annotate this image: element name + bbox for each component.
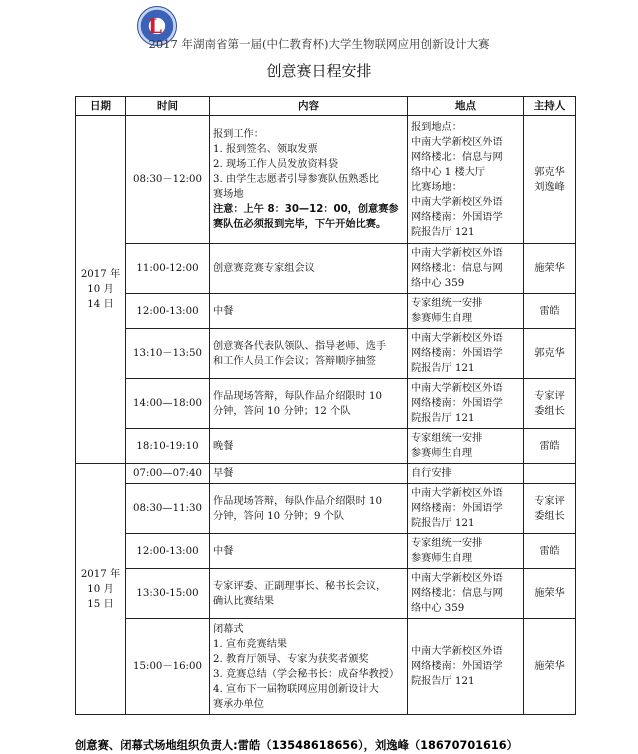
page-title: 创意赛日程安排 — [266, 62, 372, 80]
place-line: 参赛师生自理 — [411, 553, 473, 564]
place-line: 自行安排 — [411, 468, 452, 479]
content-cell — [210, 429, 408, 464]
place-line: 参赛师生自理 — [411, 448, 473, 459]
host-line: 专家评 — [534, 390, 565, 402]
place-line: 网络楼南：外国语学 — [411, 211, 503, 223]
host-cell — [524, 534, 576, 569]
place-line: 网络楼北：信息与网 — [411, 263, 503, 274]
place-line: 院报告厅 121 — [411, 413, 475, 424]
place-cell — [408, 429, 524, 464]
host-cell — [524, 329, 576, 379]
place-line: 报到地点： — [411, 121, 462, 133]
content-cell — [210, 619, 408, 715]
table-row — [76, 484, 576, 534]
date-line: 10 月 — [87, 583, 114, 595]
place-cell — [408, 294, 524, 329]
place-line: 中南大学新校区外语 — [411, 488, 503, 499]
time-cell: 12:00-13:00 — [126, 294, 210, 329]
column-header-time: 时间 — [126, 97, 210, 116]
table-row — [76, 534, 576, 569]
table-row — [76, 329, 576, 379]
date-line: 14 日 — [87, 299, 114, 310]
place-line: 院报告厅 121 — [411, 363, 475, 374]
column-header-host: 主持人 — [524, 97, 576, 116]
place-cell — [408, 116, 524, 244]
date-line: 15 日 — [87, 598, 114, 610]
place-line: 络中心 1 楼大厅 — [411, 166, 486, 178]
host-cell — [524, 464, 576, 484]
content-line: 确认比赛结果 — [213, 595, 275, 607]
host-line: 施荣华 — [534, 588, 565, 599]
place-line: 网络楼南：外国语学 — [411, 661, 503, 672]
table-row — [76, 429, 576, 464]
footer-contact: 创意赛、闭幕式场地组织负责人:雷皓（13548618656），刘逸峰（18670701616） — [75, 739, 518, 752]
host-cell — [524, 484, 576, 534]
date-line: 2017 年 — [80, 269, 121, 280]
time-cell: 08:30—11:30 — [126, 484, 210, 534]
place-cell — [408, 534, 524, 569]
host-line: 雷皓 — [539, 305, 560, 317]
content-cell — [210, 464, 408, 484]
content-note: 注意：上午 8：30—12：00，创意赛参赛队伍必须报到完毕，下午开始比赛。 — [213, 204, 399, 230]
place-line: 比赛场地： — [411, 181, 462, 193]
competition-logo-icon: L — [137, 6, 177, 46]
place-line: 专家组统一安排 — [411, 298, 483, 309]
place-line: 专家组统一安排 — [411, 538, 483, 549]
date-line: 10 月 — [87, 284, 114, 295]
content-line: 晚餐 — [213, 440, 234, 452]
content-line: 作品现场答辩，每队作品介绍限时 10 — [213, 390, 383, 402]
content-line: 报到工作： — [213, 129, 264, 140]
date-cell — [76, 464, 126, 715]
place-line: 网络楼南：外国语学 — [411, 503, 503, 514]
table-row — [76, 294, 576, 329]
content-line: 1. 报到签名、领取发票 — [213, 144, 318, 155]
content-line: 2. 教育厅领导、专家为获奖者颁奖 — [213, 653, 369, 665]
host-line: 委组长 — [534, 405, 565, 417]
place-cell — [408, 569, 524, 619]
content-line: 赛场地 — [213, 189, 244, 200]
place-line: 中南大学新校区外语 — [411, 383, 503, 394]
table-row — [76, 244, 576, 294]
place-line: 中南大学新校区外语 — [411, 196, 503, 208]
host-line: 刘逸峰 — [534, 181, 565, 193]
place-cell — [408, 484, 524, 534]
content-line: 2. 现场工作人员发放资料袋 — [213, 159, 339, 170]
place-line: 网络楼南：外国语学 — [411, 348, 503, 359]
place-cell — [408, 619, 524, 715]
table-row — [76, 569, 576, 619]
place-line: 网络楼南：外国语学 — [411, 398, 503, 409]
content-line: 中餐 — [213, 305, 234, 317]
host-line: 专家评 — [534, 495, 565, 507]
content-line: 1. 宣布竞赛结果 — [213, 638, 288, 650]
place-cell — [408, 464, 524, 484]
place-line: 院报告厅 121 — [411, 518, 475, 529]
content-cell — [210, 116, 408, 244]
content-cell — [210, 294, 408, 329]
content-line: 3. 竞赛总结（学会秘书长：成奋华教授） — [213, 668, 400, 680]
content-line: 赛承办单位 — [213, 698, 264, 710]
column-header-content: 内容 — [210, 97, 408, 116]
column-header-place: 地点 — [408, 97, 524, 116]
place-cell — [408, 329, 524, 379]
column-header-date: 日期 — [76, 97, 126, 116]
host-cell — [524, 244, 576, 294]
table-header-row — [76, 97, 576, 116]
time-cell: 08:30－12:00 — [126, 116, 210, 244]
host-line: 施荣华 — [534, 263, 565, 274]
event-header: 2017 年湖南省第一届(中仁教育杯)大学生物联网应用创新设计大赛 — [148, 37, 490, 51]
table-row — [76, 379, 576, 429]
content-cell — [210, 329, 408, 379]
content-cell — [210, 484, 408, 534]
schedule-table — [75, 96, 576, 715]
table-row — [76, 464, 576, 484]
place-line: 院报告厅 121 — [411, 226, 475, 238]
place-line: 专家组统一安排 — [411, 433, 483, 444]
place-line: 中南大学新校区外语 — [411, 573, 503, 584]
host-line: 郭克华 — [534, 166, 565, 178]
place-line: 络中心 359 — [411, 603, 465, 614]
host-cell — [524, 294, 576, 329]
date-line: 2017 年 — [80, 568, 121, 580]
host-line: 雷皓 — [539, 440, 560, 452]
host-cell — [524, 379, 576, 429]
time-cell: 14:00—18:00 — [126, 379, 210, 429]
place-line: 网络楼北：信息与网 — [411, 151, 503, 163]
content-line: 专家评委、正副理事长、秘书长会议， — [213, 580, 387, 592]
place-line: 中南大学新校区外语 — [411, 136, 503, 148]
content-line: 创意赛各代表队领队、指导老师、选手 — [213, 340, 387, 352]
time-cell: 13:10－13:50 — [126, 329, 210, 379]
time-cell: 12:00-13:00 — [126, 534, 210, 569]
content-line: 和工作人员工作会议；答辩顺序抽签 — [213, 355, 376, 367]
time-cell: 11:00-12:00 — [126, 244, 210, 294]
place-line: 院报告厅 121 — [411, 676, 475, 687]
table-row — [76, 619, 576, 715]
content-cell — [210, 379, 408, 429]
host-cell — [524, 429, 576, 464]
host-line: 郭克华 — [534, 348, 565, 359]
date-cell — [76, 116, 126, 464]
host-cell — [524, 569, 576, 619]
time-cell: 07:00—07:40 — [126, 464, 210, 484]
host-line: 委组长 — [534, 510, 565, 522]
place-line: 参赛师生自理 — [411, 313, 473, 324]
content-line: 3. 由学生志愿者引导参赛队伍熟悉比 — [213, 174, 379, 185]
content-line: 分钟，答问 10 分钟；9 个队 — [213, 510, 345, 522]
place-cell — [408, 379, 524, 429]
content-line: 作品现场答辩，每队作品介绍限时 10 — [213, 495, 383, 507]
place-line: 网络楼北：信息与网 — [411, 588, 503, 599]
content-line: 闭幕式 — [213, 623, 244, 635]
content-line: 分钟，答问 10 分钟；12 个队 — [213, 405, 351, 417]
place-line: 中南大学新校区外语 — [411, 248, 503, 259]
content-line: 4. 宣布下一届物联网应用创新设计大 — [213, 683, 379, 695]
host-cell — [524, 116, 576, 244]
place-line: 中南大学新校区外语 — [411, 646, 503, 657]
content-line: 创意赛竞赛专家组会议 — [213, 263, 315, 274]
content-line: 早餐 — [213, 468, 234, 479]
time-cell: 13:30-15:00 — [126, 569, 210, 619]
content-cell — [210, 244, 408, 294]
place-line: 中南大学新校区外语 — [411, 333, 503, 344]
host-line: 施荣华 — [534, 661, 565, 672]
content-cell — [210, 569, 408, 619]
time-cell: 15:00－16:00 — [126, 619, 210, 715]
content-cell — [210, 534, 408, 569]
place-line: 络中心 359 — [411, 278, 465, 289]
time-cell: 18:10-19:10 — [126, 429, 210, 464]
host-cell — [524, 619, 576, 715]
content-line: 中餐 — [213, 545, 234, 557]
table-row — [76, 116, 576, 244]
host-line: 雷皓 — [539, 545, 560, 557]
place-cell — [408, 244, 524, 294]
